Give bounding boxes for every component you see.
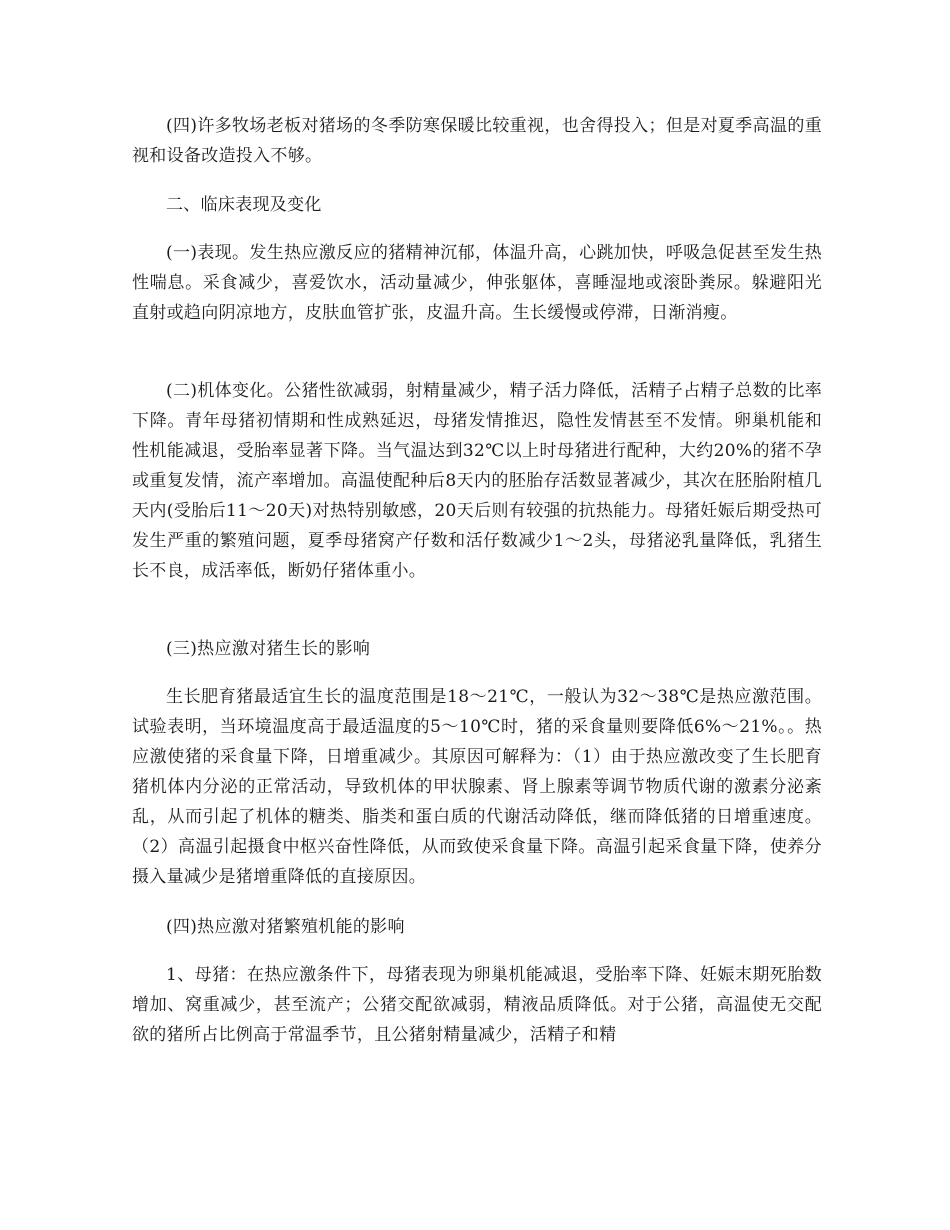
paragraph-winter-investment: (四)许多牧场老板对猪场的冬季防寒保暖比较重视，也舍得投入；但是对夏季高温的重视和设备改造投入不够。 bbox=[132, 116, 822, 166]
paragraph-growth-effect: 生长肥育猪最适宜生长的温度范围是18～21℃，一般认为32～38℃是热应激范围。试验表明，当环境温度高于最适温度的5～10℃时，猪的采食量则要降低6%～21%。。热应激使猪的采食量下降，日增重减少。其原因可解释为：（1）由于热应激改变了生长肥育猪机体内分泌的正常活动，导致机体的甲状腺素、肾上腺素等调节物质代谢的激素分泌紊乱，从而引起了机体的糖类、脂类和蛋白质的代谢活动降低，继而降低猪的日增重速度。（2）高温引起摄食中枢兴奋性降低，从而致使采食量下降。高温引起采食量下降，使养分摄入量减少是猪增重降低的直接原因。 bbox=[132, 687, 822, 887]
paragraph-body-changes: (二)机体变化。公猪性欲减弱，射精量减少，精子活力降低，活精子占精子总数的比率下降。青年母猪初情期和性成熟延迟，母猪发情推迟，隐性发情甚至不发情。卵巢机能和性机能减退，受胎率显著下降。当气温达到32℃以上时母猪进行配种，大约20%的猪不孕或重复发情，流产率增加。高温使配种后8天内的胚胎存活数显著减少，其次在胚胎附植几天内(受胎后11～20天)对热特别敏感，20天后则有较强的抗热能力。母猪妊娠后期受热可发生严重的繁殖问题，夏季母猪窝产仔数和活仔数减少1～2头，母猪泌乳量降低，乳猪生长不良，成活率低，断奶仔猪体重小。 bbox=[132, 381, 822, 581]
subheading-reproduction-effect: (四)热应激对猪繁殖机能的影响 bbox=[166, 917, 405, 937]
section-heading-clinical: 二、临床表现及变化 bbox=[166, 195, 322, 215]
paragraph-symptoms: (一)表现。发生热应激反应的猪精神沉郁，体温升高，心跳加快，呼吸急促甚至发生热性喘息。采食减少，喜爱饮水，活动量减少，伸张躯体，喜睡湿地或滚卧粪尿。躲避阳光直射或趋向阴凉地方，皮肤血管扩张，皮温升高。生长缓慢或停滞，日渐消瘦。 bbox=[132, 243, 822, 323]
subheading-growth-effect: (三)热应激对猪生长的影响 bbox=[166, 639, 371, 659]
paragraph-sow-effect: 1、母猪：在热应激条件下，母猪表现为卵巢机能减退，受胎率下降、妊娠末期死胎数增加、窝重减少，甚至流产；公猪交配欲减弱，精液品质降低。对于公猪，高温使无交配欲的猪所占比例高于常温季节，且公猪射精量减少，活精子和精 bbox=[132, 965, 822, 1045]
